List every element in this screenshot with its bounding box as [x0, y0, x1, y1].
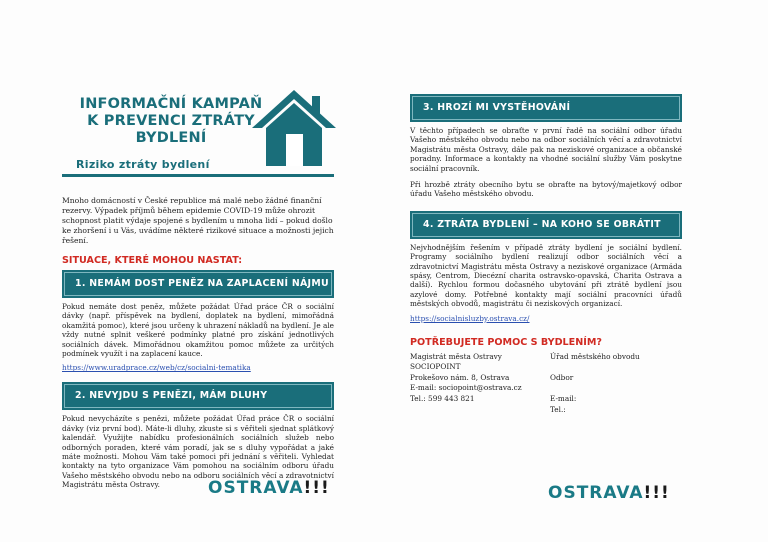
contacts-obvod — [542, 352, 682, 416]
section3-heading: 3. HROZÍ MI VYSTĚHOVÁNÍ — [412, 96, 680, 120]
section4-text: Nejvhodnějším řešením v případě ztráty bydlení je sociální bydlení. Programy sociálního bydlení realizují odbor sociálních věcí a zdravotnictví Magistrátu města Ostravy a neziskové organizace (Armáda spásy, Centrom, Diecézní charita ostravsko-opavská, Charita Ostrava a další). Rychlou formou dočasného ubytování při ztrátě bydlení jsou azylové domy. Potřebné kontakty mají sociální pracovníci úřadů městských obvodů, magistrátu či neziskových organizací. — [410, 242, 682, 309]
section3-text-2: Při hrozbě ztráty obecního bytu se obraťte na bytový/majetkový odbor úřadu Vašeho městského obvodu. — [410, 180, 682, 199]
section3-text: V těchto případech se obraťte v první řadě na sociální odbor úřadu Vašeho městského obvodu nebo na odbor sociálních věcí a zdravotnictví Magistrátu města Ostravy, dále pak na neziskové organizace a občanské poradny. Informace a kontakty na vhodné sociální služby Vám poskytne sociální pracovník. — [410, 126, 682, 173]
contact-phone: Tel.: — [550, 404, 566, 414]
ostrava-word: OSTRAVA — [208, 478, 304, 498]
ostrava-word: OSTRAVA — [548, 483, 644, 503]
section1-text: Pokud nemáte dost peněz, můžete požádat Úřad práce ČR o sociální dávky (např. příspěvek na bydlení, doplatek na bydlení, mimořádná okamžitá pomoc), které jsou určeny k uhrazení nákladů na bydlení. Je ale vždy nutné splnit veškeré podmínky platné pro získání jednotlivých sociálních dávek. Mimořádnou okamžitou pomoc můžete za určitých podmínek využít i na zaplacení kauce. — [62, 302, 334, 359]
ostrava-logo-right — [548, 483, 670, 503]
campaign-title: INFORMAČNÍ KAMPAŇ K PREVENCI ZTRÁTY BYDLENÍ — [79, 96, 263, 146]
section4-heading: 4. ZTRÁTA BYDLENÍ – NA KOHO SE OBRÁTIT — [412, 213, 680, 237]
contact-email: E-mail: — [550, 394, 577, 404]
help-heading: POTŘEBUJETE POMOC S BYDLENÍM? — [410, 336, 602, 348]
section2-text: Pokud nevycházíte s penězi, můžete požádat Úřad práce ČR o sociální dávky (viz první bod). Máte-li dluhy, zkuste si s věřiteli sjednat splátkový kalendář. Využijte nabídku profesionálních sociálních služeb nebo odborných poraden, které vám poradí, jak se s dluhy vypořádat a jaké máte možnosti. Mohou Vám také pomoci při jednání s věřiteli. Vyhledat kontakty na tyto organizace Vám pomohou na sociálním odboru úřadu Vašeho městského obvodu nebo na odboru sociálních věcí a zdravotnictví Magistrátu města Ostravy. — [62, 414, 334, 490]
contact-phone: Tel.: 599 443 821 — [410, 394, 475, 404]
subtitle-rule — [62, 174, 334, 177]
title-block — [62, 92, 334, 192]
uradprace-link[interactable]: https://www.uradprace.cz/web/cz/socialni-tematika — [62, 363, 251, 373]
intro-text: Mnoho domácností v České republice má malé nebo žádné finanční rezervy. Výpadek příjmů během epidemie COVID-19 může ohrozit schopnost platit výdaje spojené s bydlením u mnoha lidí – pokud došlo ke zhoršení i u Vás, uvádíme některé rizikové situace a možnosti jejich řešení. — [62, 196, 334, 245]
contact-line: SOCIOPOINT — [410, 362, 461, 372]
section1-heading: 1. NEMÁM DOST PENĚZ NA ZAPLACENÍ NÁJMU — [64, 272, 332, 296]
contact-line: Prokešovo nám. 8, Ostrava — [410, 372, 510, 382]
contacts-magistrat — [410, 352, 542, 416]
subtitle: Riziko ztráty bydlení — [76, 158, 210, 171]
socialnisluzby-link[interactable]: https://socialnisluzby.ostrava.cz/ — [410, 313, 530, 323]
contacts — [410, 352, 682, 416]
ostrava-bang: !!! — [643, 483, 670, 503]
contact-line — [550, 383, 682, 394]
left-page — [62, 92, 334, 490]
situations-heading: SITUACE, KTERÉ MOHOU NASTAT: — [62, 255, 243, 266]
right-page — [410, 92, 682, 415]
contact-line — [550, 362, 682, 373]
contact-line: Magistrát města Ostravy — [410, 351, 502, 361]
contact-line: Odbor — [550, 372, 574, 382]
spacer — [410, 323, 682, 337]
contact-email: E-mail: sociopoint@ostrava.cz — [410, 383, 522, 393]
ostrava-bang: !!! — [303, 478, 330, 498]
ostrava-logo-left — [208, 478, 330, 498]
section2-heading: 2. NEVYJDU S PENĚZI, MÁM DLUHY — [64, 384, 332, 408]
contact-line: Úřad městského obvodu — [550, 351, 640, 361]
house-icon — [248, 86, 340, 168]
